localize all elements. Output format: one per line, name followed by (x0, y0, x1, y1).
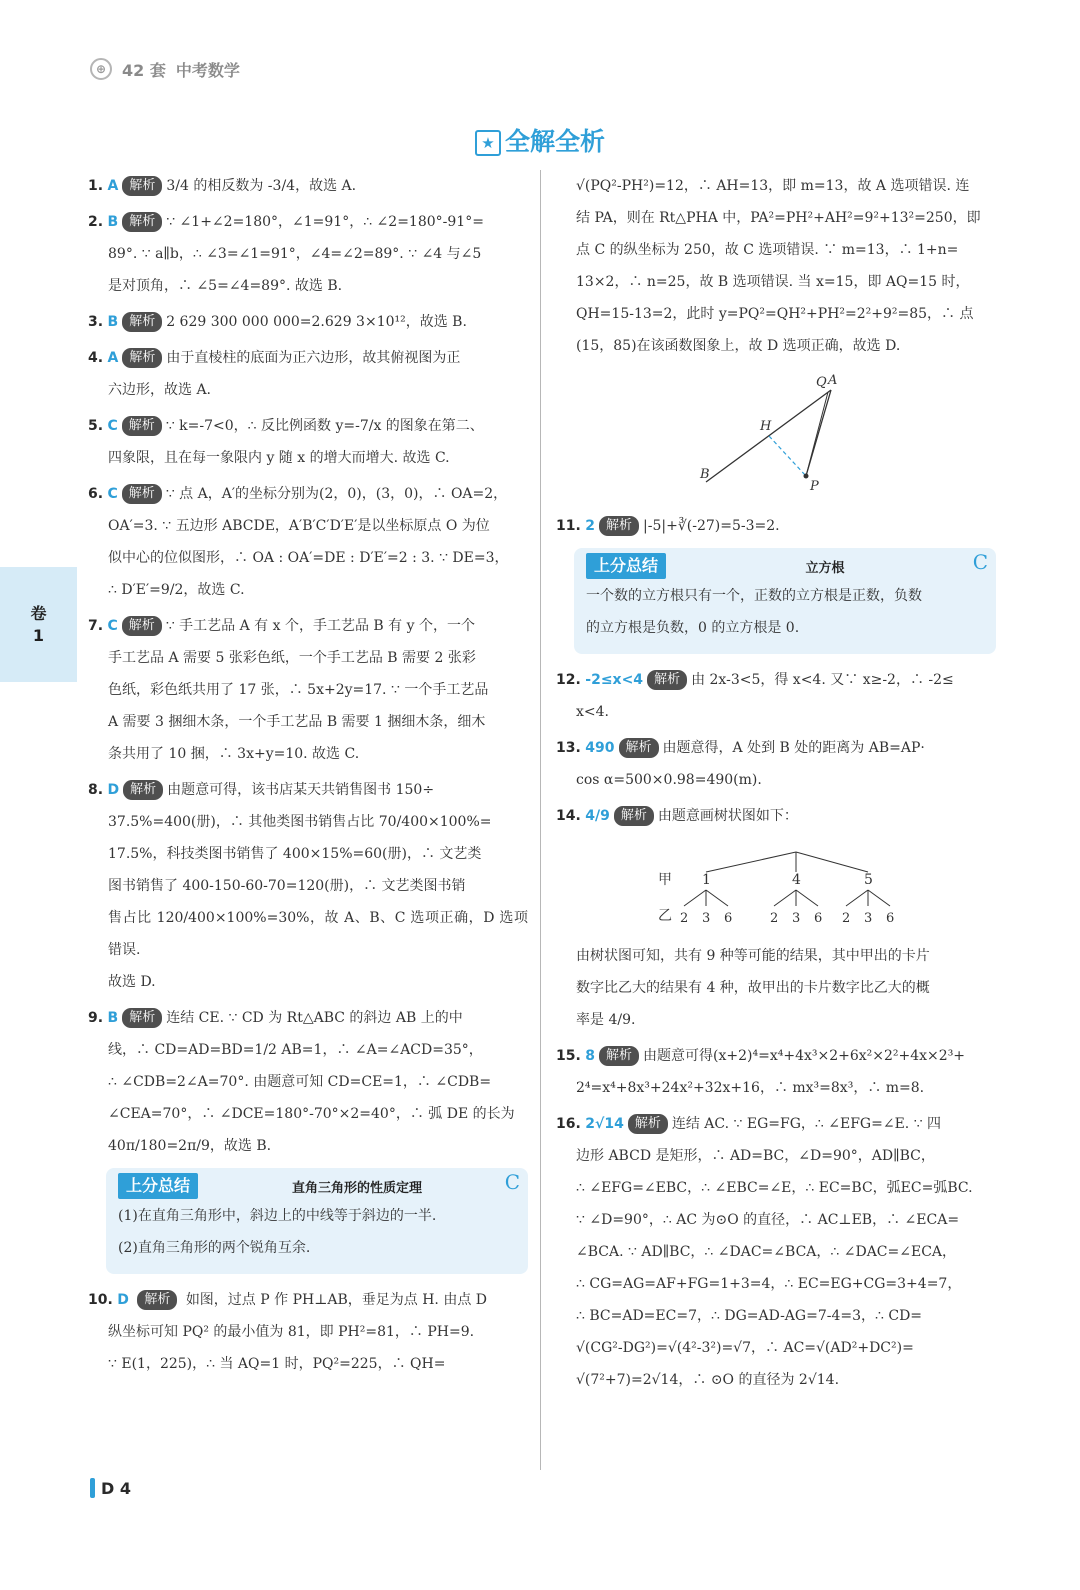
point-p (804, 474, 809, 479)
item-line: 纵坐标可知 PQ² 的最小值为 81，即 PH²=81，∴ PH=9. (108, 1324, 475, 1340)
tree-branch (796, 852, 868, 872)
page-footer (90, 1478, 131, 1498)
line-qp (806, 392, 828, 476)
item-line: 13×2，∴ n=25，故 B 选项错误. 当 x=15，即 AQ=15 时， (576, 274, 970, 290)
item-line: ∠BCA. ∵ AD∥BC，∴ ∠DAC=∠BCA，∴ ∠DAC=∠ECA， (576, 1244, 957, 1260)
analysis-tag: 解析 (619, 738, 659, 758)
curl-icon: C (504, 1170, 520, 1194)
item-answer: D (117, 1292, 129, 1308)
summary-line: 的立方根是负数，0 的立方根是 0. (586, 620, 800, 636)
summary-tag: 上分总结 (118, 1173, 198, 1199)
set-label: 42 套 (122, 60, 166, 80)
tree-branch (868, 890, 890, 906)
analysis-tag: 解析 (599, 516, 639, 536)
summary-title: 直角三角形的性质定理 (292, 1180, 423, 1196)
analysis-tag: 解析 (599, 1046, 639, 1066)
item-line: OA′=3. ∵ 五边形 ABCDE，A′B′C′D′E′是以坐标原点 O 为位 (108, 518, 490, 534)
item-line: 边形 ABCD 是矩形，∴ AD=BC，∠D=90°，AD∥BC， (576, 1148, 935, 1164)
item-number: 6. (88, 486, 104, 502)
item-line: 由 2x-3<5，得 x<4. 又∵ x≥-2，∴ -2≤ (691, 672, 954, 688)
item-line: 由题意得，A 处到 B 处的距离为 AB=AP· (662, 740, 925, 756)
answer-item (88, 774, 528, 998)
page-title (0, 122, 1080, 158)
answer-item (88, 610, 528, 770)
tree-node: 4 (792, 872, 801, 888)
item-line: ∴ D′E′=9/2，故选 C. (108, 582, 245, 598)
item-number: 4. (88, 350, 104, 366)
answer-item (88, 1002, 528, 1162)
item-line: 四象限，且在每一象限内 y 随 x 的增大而增大. 故选 C. (108, 450, 450, 466)
item-line: 售占比 120/400×100%=30%，故 A、B、C 选项正确，D 选项错误. (108, 910, 528, 958)
item-answer: 4/9 (585, 808, 610, 824)
analysis-tag: 解析 (122, 176, 162, 196)
item-number: 12. (556, 672, 581, 688)
analysis-tag: 解析 (122, 348, 162, 368)
tree-branch (684, 890, 706, 906)
item-number: 5. (88, 418, 104, 434)
item-answer: B (107, 1010, 119, 1026)
footer-bar (90, 1478, 95, 1498)
item-line: (15，85)在该函数图象上，故 D 选项正确，故选 D. (576, 338, 901, 354)
analysis-tag: 解析 (122, 484, 162, 504)
item-line: 点 C 的纵坐标为 250，故 C 选项错误. ∵ m=13，∴ 1+n= (576, 242, 959, 258)
item-line: 由题意可得(x+2)⁴=x⁴+4x³×2+6x²×2²+4x×2³+ (643, 1048, 966, 1064)
answer-item (88, 410, 528, 474)
item-line: 由树状图可知，共有 9 种等可能的结果，其中甲出的卡片 (576, 948, 930, 964)
item-line: 连结 CE. ∵ CD 为 Rt△ABC 的斜边 AB 上的中 (166, 1010, 463, 1026)
item-number: 14. (556, 808, 581, 824)
item-line: ∵ k=-7<0，∴ 反比例函数 y=-7/x 的图象在第二、 (165, 418, 484, 434)
item-line: 色纸，彩色纸共用了 17 张，∴ 5x+2y=17. ∵ 一个手工艺品 (108, 682, 489, 698)
item-answer: D (107, 782, 120, 798)
tree-leaf: 3 (792, 911, 801, 926)
label-a: A (828, 373, 838, 388)
answer-item (556, 1040, 996, 1104)
tree-leaf: 6 (886, 911, 895, 926)
item-line: 线，∴ CD=AD=BD=1/2 AB=1，∴ ∠A=∠ACD=35°， (108, 1042, 483, 1058)
item-line: 故选 D. (108, 974, 156, 990)
item-line: 条共用了 10 捆，∴ 3x+y=10. 故选 C. (108, 746, 360, 762)
item-answer: 8 (585, 1048, 596, 1064)
item-line: ∵ E(1，225)，∴ 当 AQ=1 时，PQ²=225，∴ QH= (108, 1356, 446, 1372)
label-q: Q (816, 375, 827, 390)
item-line: 连结 AC. ∵ EG=FG，∴ ∠EFG=∠E. ∵ 四 (671, 1116, 942, 1132)
tree-node: 5 (864, 872, 873, 888)
analysis-tag: 解析 (122, 312, 162, 332)
item-line: 2⁴=x⁴+8x³+24x²+32x+16，∴ mx³=8x³，∴ m=8. (576, 1080, 925, 1096)
item-number: 7. (88, 618, 104, 634)
item-answer: B (107, 314, 119, 330)
item-line: ∵ ∠1+∠2=180°，∠1=91°，∴ ∠2=180°-91°= (166, 214, 484, 230)
item-line: √(PQ²-PH²)=12，∴ AH=13，即 m=13，故 A 选项错误. 连 (576, 178, 970, 194)
tree-row-label: 甲 (658, 872, 672, 888)
title-text: 全解全析 (504, 127, 605, 156)
item-number: 10. (88, 1292, 113, 1308)
tree-leaf: 6 (814, 911, 823, 926)
item-answer: -2≤x<4 (585, 672, 644, 688)
right-column (556, 170, 996, 1400)
item-answer: A (107, 350, 119, 366)
tree-leaf: 2 (842, 911, 851, 926)
item-line: 结 PA，则在 Rt△PHA 中，PA²=PH²+AH²=9²+13²=250，即 (576, 210, 981, 226)
item-line: cos α=500×0.98=490(m). (576, 772, 762, 788)
item-line: √(7²+7)=2√14，∴ ⊙O 的直径为 2√14. (576, 1372, 840, 1388)
analysis-tag: 解析 (122, 416, 162, 436)
summary-line: (1)在直角三角形中，斜边上的中线等于斜边的一半. (118, 1208, 437, 1224)
answer-item (88, 170, 528, 202)
star-icon: ★ (475, 130, 501, 156)
analysis-tag: 解析 (122, 1008, 162, 1028)
item-number: 2. (88, 214, 104, 230)
item-line: 数字比乙大的结果有 4 种，故甲出的卡片数字比乙大的概 (576, 980, 930, 996)
answer-item (556, 800, 996, 832)
item-line: 由题意画树状图如下： (657, 808, 798, 824)
answer-item (556, 940, 996, 1036)
volume-tab (0, 567, 77, 682)
summary-tag: 上分总结 (586, 553, 666, 579)
tree-branch (706, 890, 728, 906)
item-number: 9. (88, 1010, 104, 1026)
item-answer: C (107, 418, 118, 434)
item-answer: A (107, 178, 119, 194)
summary-line: (2)直角三角形的两个锐角互余. (118, 1240, 311, 1256)
tree-leaf: 3 (864, 911, 873, 926)
item-line: 由题意可得，该书店某天共销售图书 150÷ (167, 782, 435, 798)
item-line: 37.5%=400(册)，∴ 其他类图书销售占比 70/400×100%= (108, 814, 492, 830)
tree-branch (706, 852, 796, 872)
answer-item (556, 510, 996, 542)
analysis-tag: 解析 (123, 780, 163, 800)
answer-item (556, 1108, 996, 1396)
item-line: 由于直棱柱的底面为正六边形，故其俯视图为正 (166, 350, 461, 366)
item-line: ∵ ∠D=90°，∴ AC 为⊙O 的直径，∴ AC⊥EB，∴ ∠ECA= (576, 1212, 960, 1228)
item-line: 是对顶角，∴ ∠5=∠4=89°. 故选 B. (108, 278, 343, 294)
tree-row-label: 乙 (658, 908, 672, 924)
item-line: ∴ CG=AG=AF+FG=1+3=4，∴ EC=EG+CG=3+4=7， (576, 1276, 962, 1292)
geometry-figure (676, 372, 876, 502)
item-line: 17.5%，科技类图书销售了 400×15%=60(册)，∴ 文艺类 (108, 846, 482, 862)
answer-item-10 (88, 1284, 528, 1380)
item-line: 如图，过点 P 作 PH⊥AB，垂足为点 H. 由点 D (185, 1292, 488, 1308)
tree-branch (796, 890, 818, 906)
globe-icon: ⊕ (90, 58, 112, 80)
volume-tab-number: 1 (32, 625, 45, 645)
page-header (90, 56, 240, 82)
item-answer: 2 (585, 518, 596, 534)
answer-item (556, 664, 996, 728)
tree-node: 1 (702, 872, 711, 888)
item-line: 2 629 300 000 000=2.629 3×10¹²，故选 B. (166, 314, 467, 330)
line-ba (706, 390, 831, 482)
item-answer: 490 (585, 740, 615, 756)
summary-line: 一个数的立方根只有一个，正数的立方根是正数，负数 (586, 588, 922, 604)
item-line: 40π/180=2π/9，故选 B. (108, 1138, 272, 1154)
volume-tab-label: 卷 (30, 603, 47, 623)
analysis-tag: 解析 (122, 616, 162, 636)
answer-item-10-cont (556, 170, 996, 362)
page-number: D 4 (101, 1478, 131, 1498)
item-line: ∴ ∠CDB=2∠A=70°. 由题意可知 CD=CE=1，∴ ∠CDB= (108, 1074, 492, 1090)
analysis-tag: 解析 (137, 1290, 177, 1310)
item-line: 3/4 的相反数为 -3/4，故选 A. (166, 178, 357, 194)
item-number: 11. (556, 518, 581, 534)
tree-diagram (646, 842, 906, 932)
tree-leaf: 3 (702, 911, 711, 926)
analysis-tag: 解析 (122, 212, 162, 232)
item-number: 8. (88, 782, 104, 798)
label-h: H (760, 419, 772, 434)
item-line: 89°. ∵ a∥b，∴ ∠3=∠1=91°，∠4=∠2=89°. ∵ ∠4 与∠5 (108, 246, 482, 262)
analysis-tag: 解析 (647, 670, 687, 690)
summary-title: 立方根 (805, 560, 845, 576)
item-number: 16. (556, 1116, 581, 1132)
item-line: |-5|+∛(-27)=5-3=2. (643, 518, 780, 534)
item-answer: 2√14 (585, 1116, 624, 1132)
item-number: 1. (88, 178, 104, 194)
label-p: P (810, 479, 819, 494)
left-column (88, 170, 528, 1384)
answer-item (88, 206, 528, 302)
item-line: x<4. (576, 704, 609, 720)
item-line: 六边形，故选 A. (108, 382, 212, 398)
item-line: A 需要 3 捆细木条，一个手工艺品 B 需要 1 捆细木条，细木 (108, 714, 486, 730)
item-line: √(CG²-DG²)=√(4²-3²)=√7，∴ AC=√(AD²+DC²)= (576, 1340, 914, 1356)
answer-item (88, 342, 528, 406)
tree-leaf: 2 (680, 911, 689, 926)
summary-box-cube-root (574, 548, 996, 654)
summary-box-right-triangle (106, 1168, 528, 1274)
item-line: 手工艺品 A 需要 5 张彩色纸，一个手工艺品 B 需要 2 张彩 (108, 650, 476, 666)
item-line: ∴ BC=AD=EC=7，∴ DG=AD-AG=7-4=3，∴ CD= (576, 1308, 923, 1324)
curl-icon: C (972, 550, 988, 574)
analysis-tag: 解析 (628, 1114, 668, 1134)
item-line: ∵ 手工艺品 A 有 x 个，手工艺品 B 有 y 个，一个 (165, 618, 475, 634)
tree-leaf: 6 (724, 911, 733, 926)
tree-leaves (680, 890, 894, 926)
item-line: 似中心的位似图形，∴ OA : OA′=DE : D′E′=2 : 3. ∵ DE=3， (108, 550, 509, 566)
item-line: ∠CEA=70°，∴ ∠DCE=180°-70°×2=40°，∴ 弧 DE 的长为 (108, 1106, 515, 1122)
answer-item (88, 306, 528, 338)
answer-item (556, 732, 996, 796)
analysis-tag: 解析 (614, 806, 654, 826)
item-number: 13. (556, 740, 581, 756)
item-number: 15. (556, 1048, 581, 1064)
tree-branch (774, 890, 796, 906)
line-ph (769, 436, 806, 476)
subject-label: 中考数学 (175, 60, 240, 80)
answer-item (88, 478, 528, 606)
label-b: B (700, 467, 710, 482)
column-divider (540, 170, 541, 1470)
item-answer: C (107, 618, 118, 634)
tree-branch (846, 890, 868, 906)
item-line: ∵ 点 A，A′的坐标分别为(2，0)，(3，0)，∴ OA=2， (165, 486, 508, 502)
item-line: 图书销售了 400-150-60-70=120(册)，∴ 文艺类图书销 (108, 878, 466, 894)
item-line: QH=15-13=2，此时 y=PQ²=QH²+PH²=2²+9²=85，∴ 点 (576, 306, 974, 322)
item-line: 率是 4/9. (576, 1012, 636, 1028)
item-answer: B (107, 214, 119, 230)
tree-leaf: 2 (770, 911, 779, 926)
item-number: 3. (88, 314, 104, 330)
item-line: ∴ ∠EFG=∠EBC，∴ ∠EBC=∠E，∴ EC=BC，弧EC=弧BC. (576, 1180, 973, 1196)
item-answer: C (107, 486, 118, 502)
